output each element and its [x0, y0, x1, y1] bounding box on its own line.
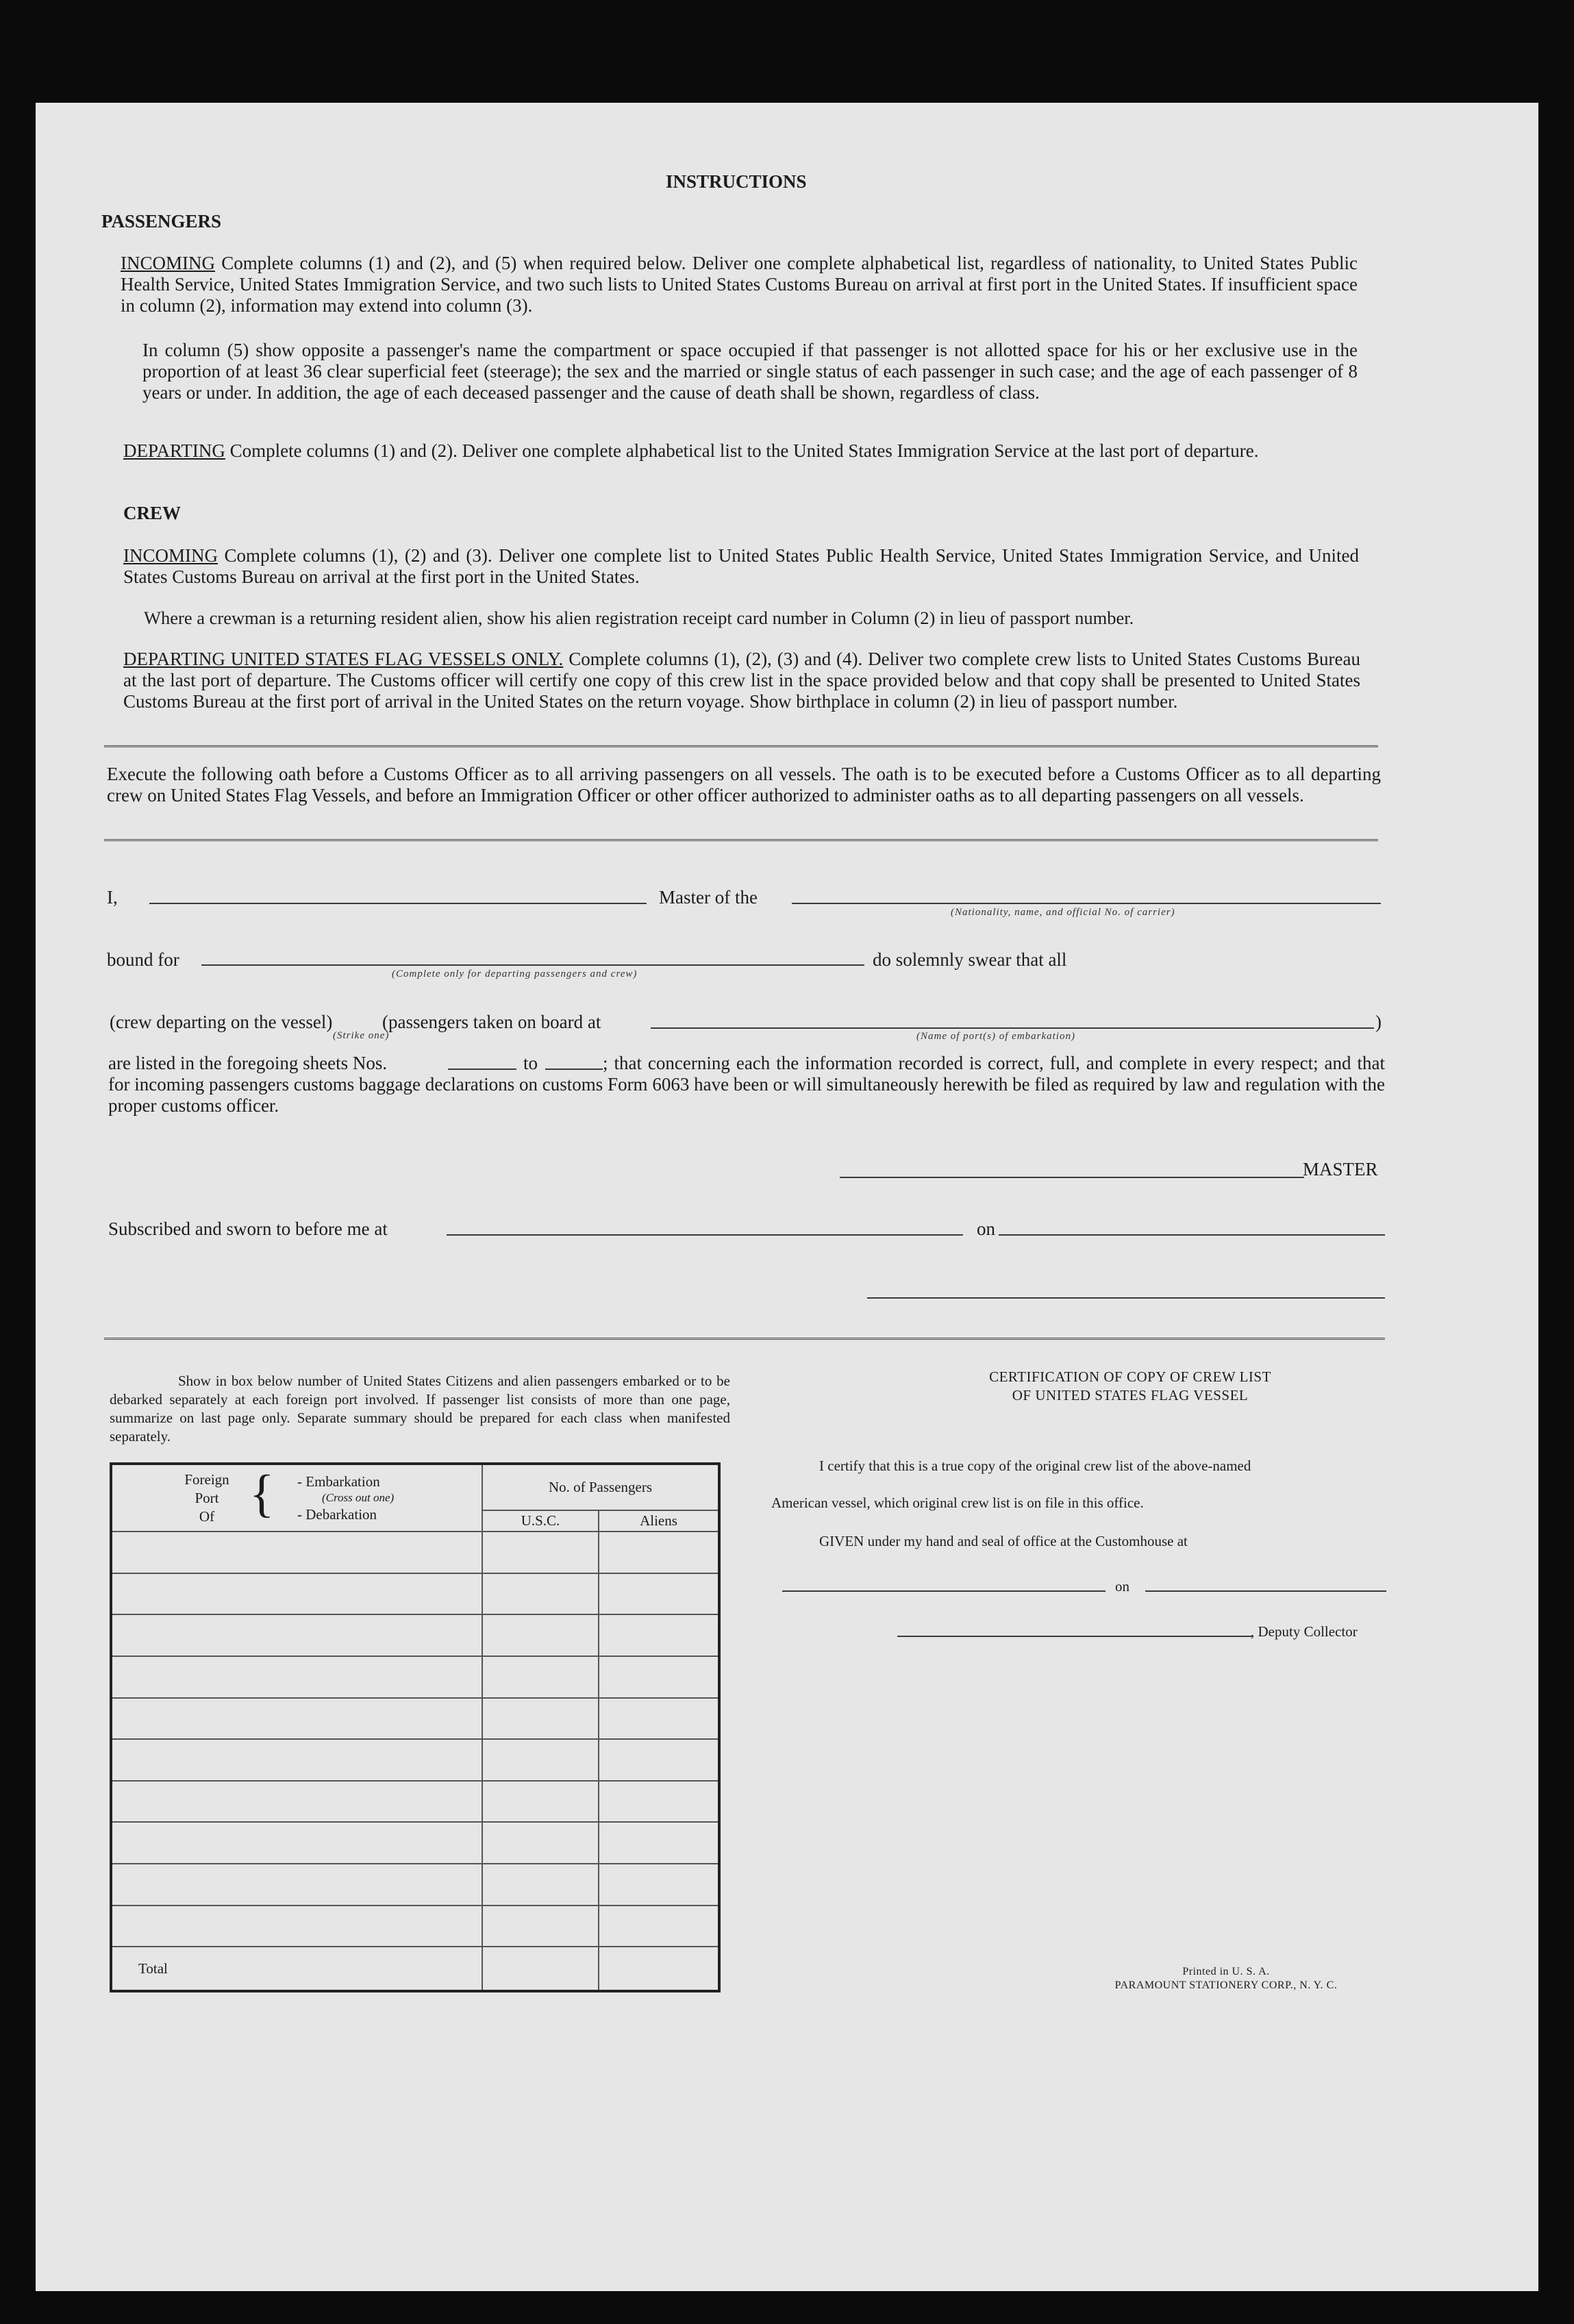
master-signature-field[interactable]: [840, 1177, 1304, 1178]
given-line: GIVEN under my hand and seal of office at the Customhouse at: [819, 1533, 1188, 1549]
crew-heading: CREW: [123, 503, 182, 523]
passengers-departing-text: Complete columns (1) and (2). Deliver one complete alphabetical list to the United States Immigration Service at the last port of departure.: [225, 440, 1259, 461]
port-cell[interactable]: [111, 1906, 482, 1947]
divider: [104, 839, 1378, 843]
strike-one-hint: (Strike one): [333, 1030, 390, 1041]
embarkation-ports-field[interactable]: [651, 1027, 1374, 1029]
aliens-cell[interactable]: [599, 1864, 719, 1906]
certification-on-label: on: [1115, 1578, 1129, 1595]
aliens-cell[interactable]: [599, 1614, 719, 1656]
hdr-of: Of: [199, 1508, 215, 1525]
sworn-place-field[interactable]: [447, 1234, 963, 1236]
usc-cell[interactable]: [482, 1614, 599, 1656]
aliens-cell[interactable]: [599, 1573, 719, 1615]
carrier-hint: (Nationality, name, and official No. of carrier): [951, 907, 1175, 918]
hdr-cross-out: (Cross out one): [322, 1491, 395, 1504]
port-cell[interactable]: [111, 1614, 482, 1656]
passengers-incoming-paragraph: [121, 253, 1358, 316]
port-cell[interactable]: [111, 1656, 482, 1698]
deputy-signature-field[interactable]: [897, 1636, 1252, 1637]
usc-header: U.S.C.: [482, 1510, 599, 1532]
certification-title-line1: CERTIFICATION OF COPY OF CREW LIST: [989, 1369, 1271, 1385]
certification-date-field[interactable]: [1145, 1590, 1386, 1592]
usc-cell[interactable]: [482, 1781, 599, 1823]
passengers-heading: PASSENGERS: [101, 211, 222, 232]
aliens-cell[interactable]: [599, 1656, 719, 1698]
usc-cell[interactable]: [482, 1906, 599, 1947]
printer-line1: Printed in U. S. A.: [1182, 1966, 1270, 1977]
listed-to-label: to: [523, 1053, 538, 1073]
officer-signature-field[interactable]: [867, 1297, 1385, 1299]
crew-incoming-paragraph: [123, 545, 1359, 588]
master-of-the-label: Master of the: [659, 887, 758, 908]
bound-for-label: bound for: [107, 949, 179, 970]
passengers-departing-label: DEPARTING: [123, 440, 225, 461]
hdr-foreign: Foreign: [184, 1471, 229, 1488]
instructions-title: INSTRUCTIONS: [666, 171, 807, 192]
summary-note: Show in box below number of United States Citizens and alien passengers embarked or to be debarked separately at each foreign port involved. If passenger list consists of more than one page, summarize on last page only. Separate summary should be prepared for each class when manifested separately.: [110, 1373, 730, 1445]
subscribed-label: Subscribed and sworn to before me at: [108, 1219, 388, 1239]
usc-cell[interactable]: [482, 1656, 599, 1698]
hdr-port: Port: [195, 1490, 219, 1506]
passengers-departing-paragraph: [123, 440, 1358, 462]
passenger-summary-table: [110, 1462, 721, 1992]
aliens-cell[interactable]: [599, 1739, 719, 1781]
usc-cell[interactable]: [482, 1573, 599, 1615]
oath-statement: ; that concerning each the information recorded is correct, full, and complete in every respect; and that for incoming passengers customs baggage declarations on customs Form 6063 have been or will simultaneously herewith be filed as required by law and regulation with the proper customs officer.: [108, 1053, 1385, 1116]
passengers-incoming-label: INCOMING: [121, 253, 215, 273]
passengers-incoming-text: Complete columns (1) and (2), and (5) when required below. Deliver one complete alphabetical list, regardless of nationality, to United States Public Health Service, United States Immigration Service, and two such lists to United States Customs Bureau on arrival at first port in the United States. If insufficient space in column (2), information may extend into column (3).: [121, 253, 1358, 316]
divider: [104, 745, 1378, 749]
aliens-cell[interactable]: [599, 1781, 719, 1823]
crew-incoming-label: INCOMING: [123, 545, 218, 566]
usc-cell[interactable]: [482, 1532, 599, 1573]
aliens-cell[interactable]: [599, 1532, 719, 1573]
column5-paragraph: In column (5) show opposite a passenger's name the compartment or space occupied if that passenger is not allotted space for his or her exclusive use in the proportion of at least 36 clear superficial feet (steerage); the sex and the married or single status of each passenger in such case; and the age of each passenger of 8 years or under. In addition, the age of each deceased passenger and the cause of death shall be shown, regardless of class.: [142, 340, 1358, 403]
master-label: MASTER: [1303, 1159, 1378, 1179]
usc-total-cell[interactable]: [482, 1947, 599, 1991]
foreign-port-header: [111, 1464, 482, 1532]
printer-line2: PARAMOUNT STATIONERY CORP., N. Y. C.: [1114, 1979, 1338, 1991]
crew-resident-paragraph: Where a crewman is a returning resident alien, show his alien registration receipt card number in Column (2) in lieu of passport number.: [144, 608, 1134, 628]
aliens-cell[interactable]: [599, 1822, 719, 1864]
hdr-embarkation[interactable]: - Embarkation: [297, 1473, 380, 1490]
aliens-cell[interactable]: [599, 1906, 719, 1947]
certify-line1: I certify that this is a true copy of the original crew list of the above-named: [819, 1458, 1251, 1474]
usc-cell[interactable]: [482, 1698, 599, 1740]
usc-cell[interactable]: [482, 1822, 599, 1864]
close-paren: ): [1375, 1012, 1382, 1032]
no-passengers-header: No. of Passengers: [482, 1464, 719, 1510]
deputy-collector-label: , Deputy Collector: [1251, 1623, 1358, 1640]
bound-for-hint: (Complete only for departing passengers and crew): [392, 969, 638, 979]
usc-cell[interactable]: [482, 1864, 599, 1906]
certification-title-line2: OF UNITED STATES FLAG VESSEL: [1012, 1387, 1249, 1403]
port-cell[interactable]: [111, 1739, 482, 1781]
crew-departing-paragraph: [123, 649, 1360, 712]
port-cell[interactable]: [111, 1781, 482, 1823]
sworn-on-label: on: [977, 1219, 995, 1239]
ports-hint: (Name of port(s) of embarkation): [916, 1031, 1075, 1042]
aliens-header: Aliens: [599, 1510, 719, 1532]
port-cell[interactable]: [111, 1698, 482, 1740]
port-cell[interactable]: [111, 1864, 482, 1906]
swear-text: do solemnly swear that all: [873, 949, 1067, 970]
crew-incoming-text: Complete columns (1), (2) and (3). Deliver one complete list to United States Public Health Service, United States Immigration Service, and United States Customs Bureau on arrival at the first port in the United States.: [123, 545, 1359, 587]
listed-label: are listed in the foregoing sheets Nos.: [108, 1053, 388, 1073]
certify-line2: American vessel, which original crew list is on file in this office.: [771, 1495, 1144, 1511]
total-label: Total: [111, 1947, 482, 1991]
customhouse-field[interactable]: [782, 1590, 1105, 1592]
brace: {: [249, 1465, 275, 1523]
passengers-taken-option[interactable]: (passengers taken on board at: [382, 1012, 601, 1032]
crew-departing-option[interactable]: (crew departing on the vessel): [110, 1012, 333, 1032]
oath-intro: Execute the following oath before a Customs Officer as to all arriving passengers on all vessels. The oath is to be executed before a Customs Officer as to all departing crew on United States Flag Vessels, and before an Immigration Officer or other officer authorized to administer oaths as to all departing passengers on all vessels.: [107, 764, 1381, 805]
port-cell[interactable]: [111, 1822, 482, 1864]
oath-i-label: I,: [107, 887, 118, 908]
sworn-date-field[interactable]: [999, 1234, 1385, 1236]
printer-imprint: [1082, 1965, 1370, 1992]
port-cell[interactable]: [111, 1573, 482, 1615]
master-name-field[interactable]: [149, 903, 647, 904]
bound-for-field[interactable]: [201, 964, 864, 966]
certification-title: [856, 1368, 1404, 1405]
crew-departing-label: DEPARTING UNITED STATES FLAG VESSELS ONLY.: [123, 649, 564, 669]
port-cell[interactable]: [111, 1532, 482, 1573]
divider: [104, 1338, 1385, 1342]
crew-departing-text: Complete columns (1), (2), (3) and (4). Deliver two complete crew lists to United States Customs Bureau at the last port of departure. The Customs officer will certify one copy of this crew list in the space provided below and that copy shall be presented to United States Customs Bureau at the first port of arrival in the United States on the return voyage. Show birthplace in column (2) in lieu of passport number.: [123, 649, 1360, 712]
aliens-cell[interactable]: [599, 1698, 719, 1740]
carrier-field[interactable]: [792, 903, 1381, 904]
usc-cell[interactable]: [482, 1739, 599, 1781]
hdr-debarkation[interactable]: - Debarkation: [297, 1506, 377, 1523]
aliens-total-cell[interactable]: [599, 1947, 719, 1991]
